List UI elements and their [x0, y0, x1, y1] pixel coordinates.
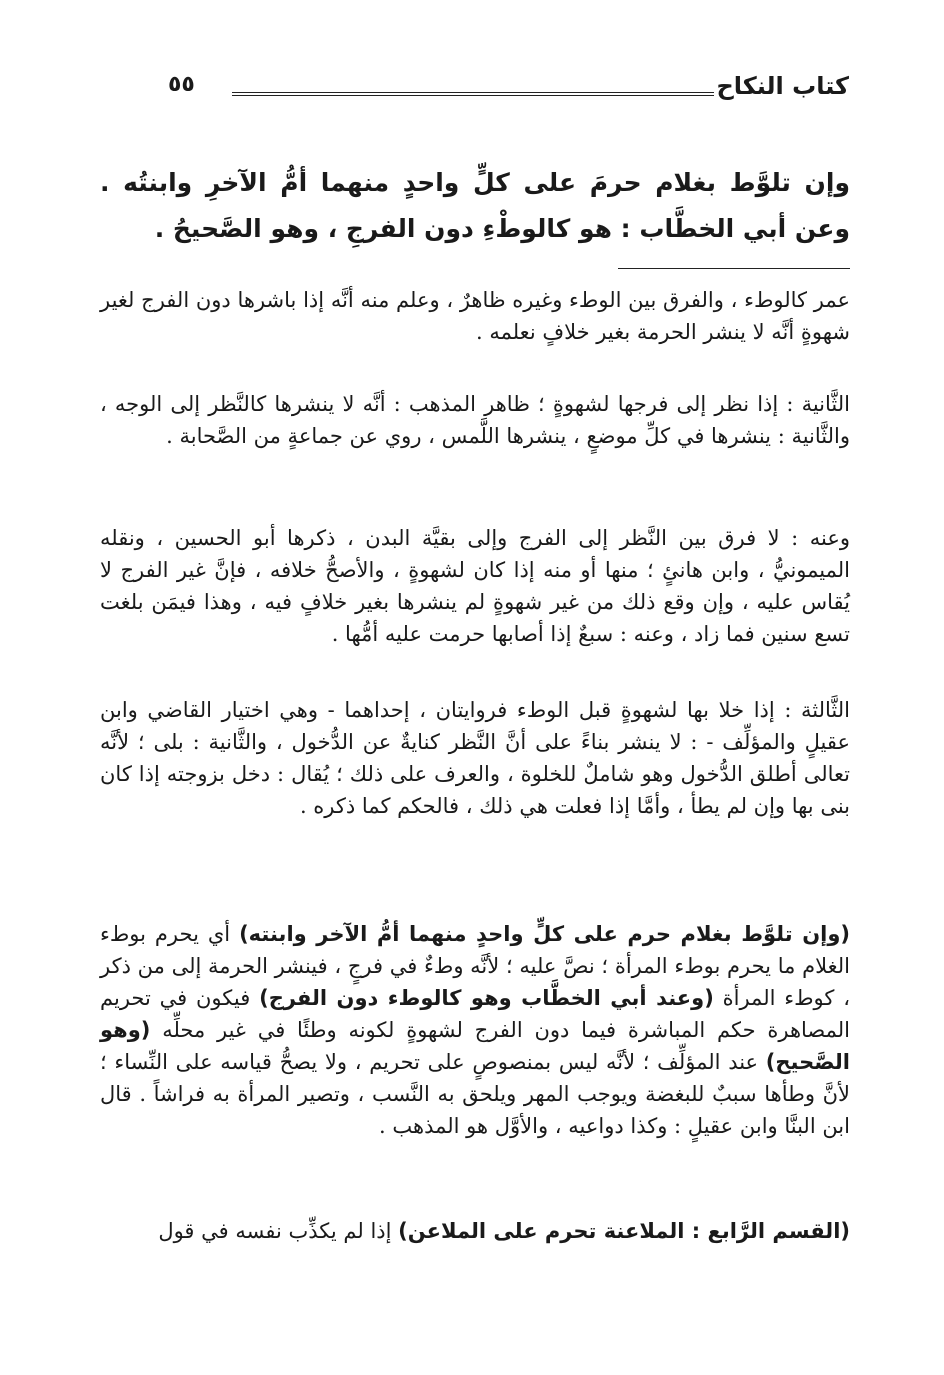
header-rule: [232, 92, 714, 96]
page-number: ٥٥: [168, 72, 195, 97]
commentary-paragraph-2: الثَّانية : إذا نظر إلى فرجها لشهوةٍ ؛ ظاهر المذهب : أنَّه لا ينشرها كالنَّظر إلى الوجه ، والثَّانية : ينشرها في كلِّ موضعٍ ، ينشرها اللَّمس ، روي عن جماعةٍ من الصَّحابة .: [100, 392, 850, 448]
matn-separator: [618, 268, 850, 269]
commentary-text: عند المؤلِّف ؛ لأنَّه ليس بمنصوصٍ على تحريم ، ولا يصحُّ قياسه على النِّساء ؛ لأنَّ وطأها سببٌ للبغضة ويوجب المهر ويلحق به النَّسب ، وتصير المرأة به فراشاً . قال ابن البنَّا وابن عقيلٍ : وكذا دواعيه ، والأوَّل هو المذهب .: [100, 1050, 850, 1138]
commentary-paragraph-3: وعنه : لا فرق بين النَّظر إلى الفرج وإلى بقيَّة البدن ، ذكرها أبو الحسين ، ونقله الميمونيُّ ، وابن هانئٍ ؛ منها أو منه إذا كان لشهوةٍ ، والأصحُّ خلافه ، فإنَّ غير الفرج لا يُقاس عليه ، وإن وقع ذلك من غير شهوةٍ لم ينشرها بغير خلافٍ فيه ، وهذا فيمَن بلغت تسع سنين فما زاد ، وعنه : سبعٌ إذا أصابها حرمت عليه أمُّها .: [100, 526, 850, 646]
commentary-paragraph-6: [100, 1215, 850, 1247]
running-header-title: كتاب النكاح: [716, 72, 849, 100]
commentary-paragraph-4: الثَّالثة : إذا خلا بها لشهوةٍ قبل الوطء فروايتان ، إحداهما - وهي اختيار القاضي وابن عقيلٍ والمؤلِّف - : لا ينشر بناءً على أنَّ النَّظر كنايةٌ عن الدُّخول ، والثَّانية : بلى ؛ لأنَّه تعالى أطلق الدُّخول وهو شاملٌ للخلوة ، والعرف على ذلك ؛ يُقال : دخل بزوجته إذا كان بنى بها وإن لم يطأ ، وأمَّا إذا فعلت هي ذلك ، فالحكم كما ذكره .: [100, 698, 850, 818]
commentary-paragraph-1: عمر كالوطء ، والفرق بين الوطء وغيره ظاهرٌ ، وعلم منه أنَّه إذا باشرها دون الفرج لغير شهوةٍ أنَّه لا ينشر الحرمة بغير خلافٍ نعلمه .: [100, 288, 850, 344]
commentary-text: أي يحرم بوطء الغلام ما يحرم بوطء المرأة ؛ نصَّ عليه ؛ لأنَّه وطءٌ في فرجٍ ، فينشر الحرمة إلى من ذكر ، كوطء المرأة: [100, 922, 851, 1010]
matn-text: وإن تلوَّط بغلام حرمَ على كلٍّ واحدٍ منهما أمُّ الآخرِ وابنتُه . وعن أبي الخطَّاب : هو كالوطْءِ دون الفرجِ ، وهو الصَّحيحُ .: [100, 168, 850, 243]
quoted-matn: (وعند أبي الخطَّاب وهو كالوطء دون الفرج): [259, 986, 714, 1010]
commentary-text: فيكون في تحريم المصاهرة حكم المباشرة فيما دون الفرج لشهوةٍ لكونه وطئًا في غير محلِّه: [100, 986, 850, 1042]
quoted-matn: (وإن تلوَّط بغلام حرم على كلٍّ واحدٍ منهما أمُّ الآخر وابنته): [239, 922, 850, 946]
quoted-matn: (القسم الرَّابع : الملاعنة تحرم على الملاعن): [398, 1219, 850, 1243]
commentary-paragraph-5: [100, 918, 850, 1142]
commentary-text: إذا لم يكذِّب نفسه في قول: [158, 1219, 399, 1243]
quoted-matn: (وهو الصَّحيح): [100, 1018, 850, 1074]
